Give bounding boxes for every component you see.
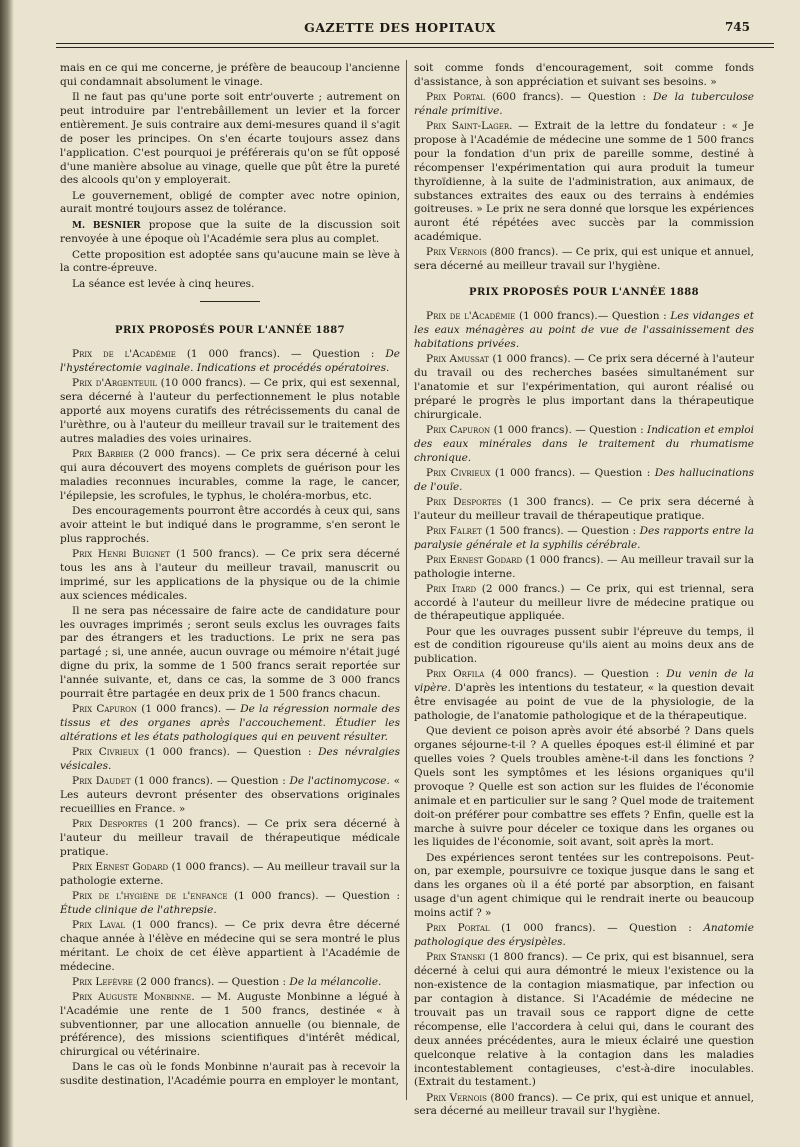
paragraph: Cette proposition est adoptée sans qu'aucune main se lève à la contre-épreuve.	[60, 248, 400, 275]
prize-entry: Prix Stanski (1 800 francs). — Ce prix, qui est bisannuel, sera décerné à celui qui aura démontré le mieux l'existence ou la non-existence de la contagion miasmatique, par infection ou par contagion à distance. Si l'Académie de médecine ne trouvait pas un travail sous ce rapport digne de cette récompense, elle l'accordera à celui qui, dans le courant des deux années précédentes, aura le mieux éclairé une question quelconque relative à la contagion dans les maladies incontestablement contagieuses, c'est-à-dire inoculables. (Extrait du testament.)	[414, 951, 754, 1089]
prize-entry: Prix de l'Académie (1 000 francs). — Question : De l'hystérectomie vaginale. Indications et procédés opératoires.	[60, 348, 400, 375]
prize-entry: Prix Vernois (800 francs). — Ce prix, qui est unique et annuel, sera décerné au meilleur travail sur l'hygiène.	[414, 246, 755, 273]
prize-entry: Prix Daudet (1 000 francs). — Question : De l'actinomycose. « Les auteurs devront présenter des observations originales recueillies en France. »	[60, 775, 400, 815]
paragraph: Le gouvernement, obligé de compter avec notre opinion, aurait montré toujours assez de tolérance.	[60, 189, 400, 216]
prize-entry: Prix d'Argenteuil (10 000 francs). — Ce prix, qui est sexennal, sera décerné à l'auteur du perfectionnement le plus notable apporté aux moyens curatifs des rétrécissements du canal de l'urèthre, ou à l'auteur du meilleur travail sur le traitement des autres maladies des voies urinaires.	[60, 377, 400, 445]
prize-entry: Prix Barbier (2 000 francs). — Ce prix sera décerné à celui qui aura découvert des moyens complets de guérison pour les maladies reconnues incurables, comme la rage, le cancer, l'épilepsie, les scrofules, le typhus, le choléra-morbus, etc.	[60, 448, 400, 502]
right-column	[414, 62, 754, 1121]
prize-entry: Prix Capuron (1 000 francs). — Question : Indication et emploi des eaux minérales dans le traitement du rhumatisme chronique.	[414, 423, 754, 464]
prize-entry: Prix Civrieux (1 000 francs). — Question : Des hallucinations de l'ouïe.	[414, 466, 754, 493]
column-divider	[406, 60, 407, 1100]
prize-entry: Prix de l'Académie (1 000 francs).— Question : Les vidanges et les eaux ménagères au point de vue de l'assainissement des habitations privées.	[414, 310, 754, 350]
paragraph: mais en ce qui me concerne, je préfère de beaucoup l'ancienne qui condamnait absolument le vinage.	[60, 62, 400, 88]
prize-entry: Prix Lefèvre (2 000 francs). — Question : De la mélancolie.	[72, 975, 382, 988]
paragraph: La séance est levée à cinq heures.	[72, 277, 255, 290]
prize-entry: Prix Saint-Lager. — Extrait de la lettre du fondateur : « Je propose à l'Académie de médecine une somme de 1 500 francs pour la fondation d'un prix de pareille somme, destiné à récompenser l'expérimentation qui aura produit la tumeur thyroïdienne, à la suite de l'administration, aux animaux, de substances extraites des eaux ou des terrains à endémies goitreuses. » Le prix ne sera donné que lorsque les expériences auront été répétées avec succès par la commission académique.	[414, 120, 754, 244]
prize-entry: Prix Auguste Monbinne. — M. Auguste Monbinne a légué à l'Académie une rente de 1 500 francs, destinée « à subventionner, par une allocation annuelle (ou biennale, de préférence), des missions scientifiques d'intérêt médical, chirurgical ou vétérinaire.	[60, 990, 401, 1059]
prize-entry: Prix Portal (600 francs). — Question : De la tuberculose rénale primitive.	[414, 91, 754, 117]
prize-entry: Prix Ernest Godard (1 000 francs). — Au meilleur travail sur la pathologie externe.	[60, 860, 401, 887]
paragraph: Il ne sera pas nécessaire de faire acte de candidature pour les ouvrages imprimés ; seront seuls exclus les ouvrages faits par des étrangers et les traductions. Le prix ne sera pas partagé ; si, une année, aucun ouvrage ou mémoire n'était jugé digne du prix, la somme de 1 500 francs serait reportée sur l'année suivante, et, dans ce cas, la somme de 3 000 francs pourrait être partagée en deux prix de 1 500 francs chacun.	[60, 604, 400, 701]
page-number: 745	[724, 20, 750, 34]
paragraph: Pour que les ouvrages pussent subir l'épreuve du temps, il est de condition rigoureuse qu'ils aient au moins deux ans de publication.	[414, 625, 754, 666]
prize-entry: Prix Ernest Godard (1 000 francs). — Au meilleur travail sur la pathologie interne.	[414, 553, 755, 580]
prize-entry: Prix Vernois (800 francs). — Ce prix, qui est unique et annuel, sera décerné au meilleur travail sur l'hygiène.	[414, 1091, 755, 1118]
prize-entry: Prix Orfila (4 000 francs). — Question : Du venin de la vipère. D'après les intentions du testateur, « la question devait être envisagée au point de vue de la physiologie, de la pathologie, de l'anatomie pathologique et de la thérapeutique.	[414, 668, 754, 723]
prize-entry: Prix Itard (2 000 francs.) — Ce prix, qui est triennal, sera accordé à l'auteur du meilleur livre de médecine pratique ou de thérapeutique appliquée.	[414, 582, 754, 623]
left-column	[60, 62, 400, 1090]
prize-entry: Prix Desportes (1 200 francs). — Ce prix sera décerné à l'auteur du meilleur travail de thérapeutique médicale pratique.	[60, 817, 401, 858]
paragraph: M. BESNIER propose que la suite de la discussion soit renvoyée à une époque où l'Académie sera plus au complet.	[60, 218, 400, 246]
section-rule	[200, 301, 260, 302]
page-header	[40, 20, 760, 40]
header-rule	[56, 43, 774, 44]
paragraph: Dans le cas où le fonds Monbinne n'aurait pas à recevoir la susdite destination, l'Académie pourra en employer le montant,	[60, 1061, 400, 1088]
prize-entry: Prix Amussat (1 000 francs). — Ce prix sera décerné à l'auteur du travail ou des recherches basées simultanément sur l'anatomie et sur l'expérimentation, qui auront réalisé ou préparé le progrès le plus important dans la thérapeutique chirurgicale.	[414, 352, 754, 421]
paragraph: Il ne faut pas qu'une porte soit entr'ouverte ; autrement on peut introduire par l'entrebâillement un levier et la forcer entièrement. Je suis contraire aux demi-mesures quand il s'agit de poser les principes. On s'en écarte toujours assez dans l'application. C'est pourquoi je préférerais qu'on se fût opposé d'une manière absolue au vinage, quelle que pût être la pureté des alcools qu'on y employerait.	[60, 91, 400, 187]
prize-entry: Prix Portal (1 000 francs). — Question : Anatomie pathologique des érysipèles.	[414, 922, 755, 949]
header-rule-thin	[56, 47, 774, 48]
prize-entry: Prix Falret (1 500 francs). — Question : Des rapports entre la paralysie générale et la syphilis cérébrale.	[414, 524, 754, 551]
paragraph: Des encouragements pourront être accordés à ceux qui, sans avoir atteint le but indiqué dans le programme, s'en seront le plus rapprochés.	[60, 504, 400, 545]
prize-entry: Prix Capuron (1 000 francs). — De la régression normale des tissus et des organes après l'accouchement. Étudier les altérations et les états pathologiques qui en peuvent résulter.	[60, 703, 400, 743]
journal-title: GAZETTE DES HOPITAUX	[304, 20, 496, 35]
section-heading-1888: PRIX PROPOSÉS POUR L'ANNÉE 1888	[469, 287, 699, 299]
prize-entry: Prix Laval (1 000 francs). — Ce prix devra être décerné chaque année à l'élève en médecine qui se sera montré le plus méritant. Le choix de cet élève appartient à l'Académie de médecine.	[60, 918, 401, 973]
paragraph: Des expériences seront tentées sur les contrepoisons. Peut-on, par exemple, poursuivre ce toxique jusque dans le sang et dans les organes où il a été porté par absorption, en faisant usage d'un agent chimique qui le rendrait inerte ou beaucoup moins actif ? »	[414, 851, 754, 920]
prize-entry: Prix Henri Buignet (1 500 francs). — Ce prix sera décerné tous les ans à l'auteur du meilleur travail, manuscrit ou imprimé, sur les applications de la physique ou de la chimie aux sciences médicales.	[60, 547, 400, 602]
prize-entry: Prix de l'hygiène de l'enfance (1 000 francs). — Question : Étude clinique de l'athrepsie.	[60, 889, 400, 916]
paragraph: soit comme fonds d'encouragement, soit comme fonds d'assistance, à son appréciation et suivant ses besoins. »	[414, 62, 754, 88]
prize-entry: Prix Desportes (1 300 francs). — Ce prix sera décerné à l'auteur du meilleur travail de thérapeutique pratique.	[414, 495, 755, 522]
prize-entry: Prix Civrieux (1 000 francs). — Question : Des névralgies vésicales.	[60, 746, 401, 772]
speaker-name: M. BESNIER	[72, 220, 141, 231]
book-spine-shadow	[0, 0, 14, 1147]
paragraph: Que devient ce poison après avoir été absorbé ? Dans quels organes séjourne-t-il ? A quelles époques est-il éliminé et par quelles voies ? Quels troubles amène-t-il dans les fonctions ? Quels sont les symptômes et les lésions organiques qu'il provoque ? Quelle est son action sur les fluides de l'économie animale et en particulier sur le sang ? Quel mode de traitement doit-on préférer pour combattre ses effets ? Enfin, quelle est la marche à suivre pour déceler ce toxique dans les organes ou les liquides de l'économie, soit avant, soit après la mort.	[414, 725, 754, 849]
section-heading-1887: PRIX PROPOSÉS POUR L'ANNÉE 1887	[115, 325, 345, 337]
